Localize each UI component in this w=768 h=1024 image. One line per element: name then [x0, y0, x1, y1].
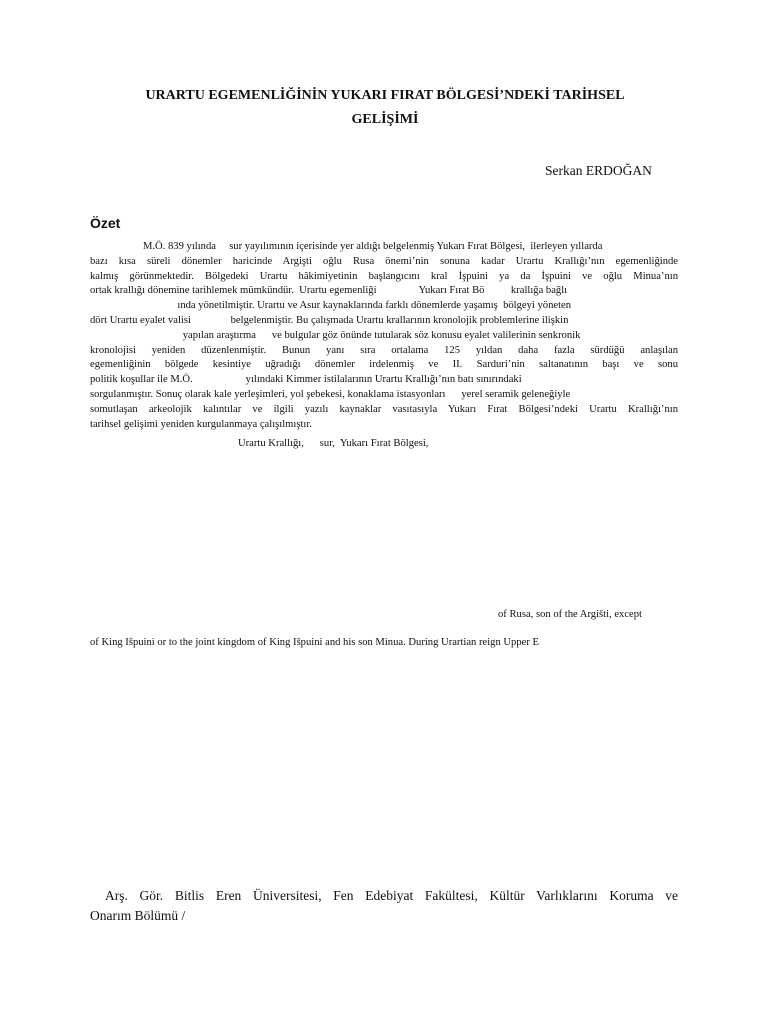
abstract-line: ında yönetilmiştir. Urartu ve Asur kaynaklarında farklı dönemlerde yaşamış bölgeyi yöneten: [90, 300, 572, 312]
footnote-line-2: Onarım Bölümü /: [90, 908, 186, 923]
paper-title: [90, 84, 680, 132]
abstract-line: politik koşullar ile M.Ö. yılındaki Kimmer istilalarının Urartu Krallığı’nın batı sınırındaki: [90, 374, 522, 386]
abstract-heading: Özet: [90, 215, 121, 231]
footnote-line-1: Arş. Gör. Bitlis Eren Üniversitesi, Fen Edebiyat Fakültesi, Kültür Varlıklarını Koruma ve: [105, 888, 678, 903]
abstract-line: kalmış görünmektedir. Bölgedeki Urartu hâkimiyetinin başlangıcını kral İşpuini ya da İşpuini ve oğlu Minua’nın: [90, 270, 678, 282]
abstract-line: M.Ö. 839 yılında sur yayılımının içerisinde yer aldığı belgelenmiş Yukarı Fırat Bölgesi, ilerleyen yıllarda: [90, 241, 603, 252]
abstract-line: yapılan araştırma ve bulgular göz önünde tutularak söz konusu eyalet valilerinin senkronik: [90, 329, 581, 341]
abstract-line: egemenliğinin bölgede kesintiye uğradığı dönemler irdelenmiş ve II. Sarduri’nin saltanatının başı ve sonu: [90, 359, 678, 371]
abstract-line: bazı kısa süreli dönemler haricinde Argişti oğlu Rusa önemi’nin sonuna kadar Urartu Krallığı’nın egemenliğinde: [90, 255, 678, 267]
english-abstract-fragment-2: of King Išpuini or to the joint kingdom of King Išpuini and his son Minua. During Urartian reign Upper E: [90, 637, 539, 648]
paper-title-line-2: GELİŞİMİ: [351, 112, 419, 127]
abstract-line: tarihsel gelişimi yeniden kurgulanmaya çalışılmıştır.: [90, 418, 312, 430]
paper-title-line-1: URARTU EGEMENLİĞİNİN YUKARI FIRAT BÖLGESİ’NDEKİ TARİHSEL: [145, 88, 625, 103]
author-affiliation-footnote: [90, 886, 678, 926]
abstract-line: kronolojisi yeniden düzenlenmiştir. Bunun yanı sıra ortalama 125 yıldan daha fazla sürdüğü anlaşılan: [90, 344, 678, 356]
english-abstract-fragment-1: of Rusa, son of the Argišti, except: [498, 609, 642, 620]
abstract-line: ortak krallığı dönemine tarihlemek mümkündür. Urartu egemenliği Yukarı Fırat Bö krallığa bağlı: [90, 285, 568, 297]
abstract-line: dört Urartu eyalet valisi belgelenmiştir. Bu çalışmada Urartu krallarının kronolojik problemlerine ilişkin: [90, 314, 569, 326]
keywords: Urartu Krallığı, sur, Yukarı Fırat Bölgesi,: [238, 438, 429, 449]
abstract-line: somutlaşan arkeolojik kalıntılar ve ilgili yazılı kaynaklar vasıtasıyla Yukarı Fırat Bölgesi’ndeki Urartu Krallığı’nın: [90, 403, 678, 415]
abstract-line: sorgulanmıştır. Sonuç olarak kale yerleşimleri, yol şebekesi, konaklama istasyonları yerel seramik geleneğiyle: [90, 388, 571, 400]
abstract-body: [90, 240, 678, 432]
author-name: Serkan ERDOĞAN: [545, 163, 652, 178]
